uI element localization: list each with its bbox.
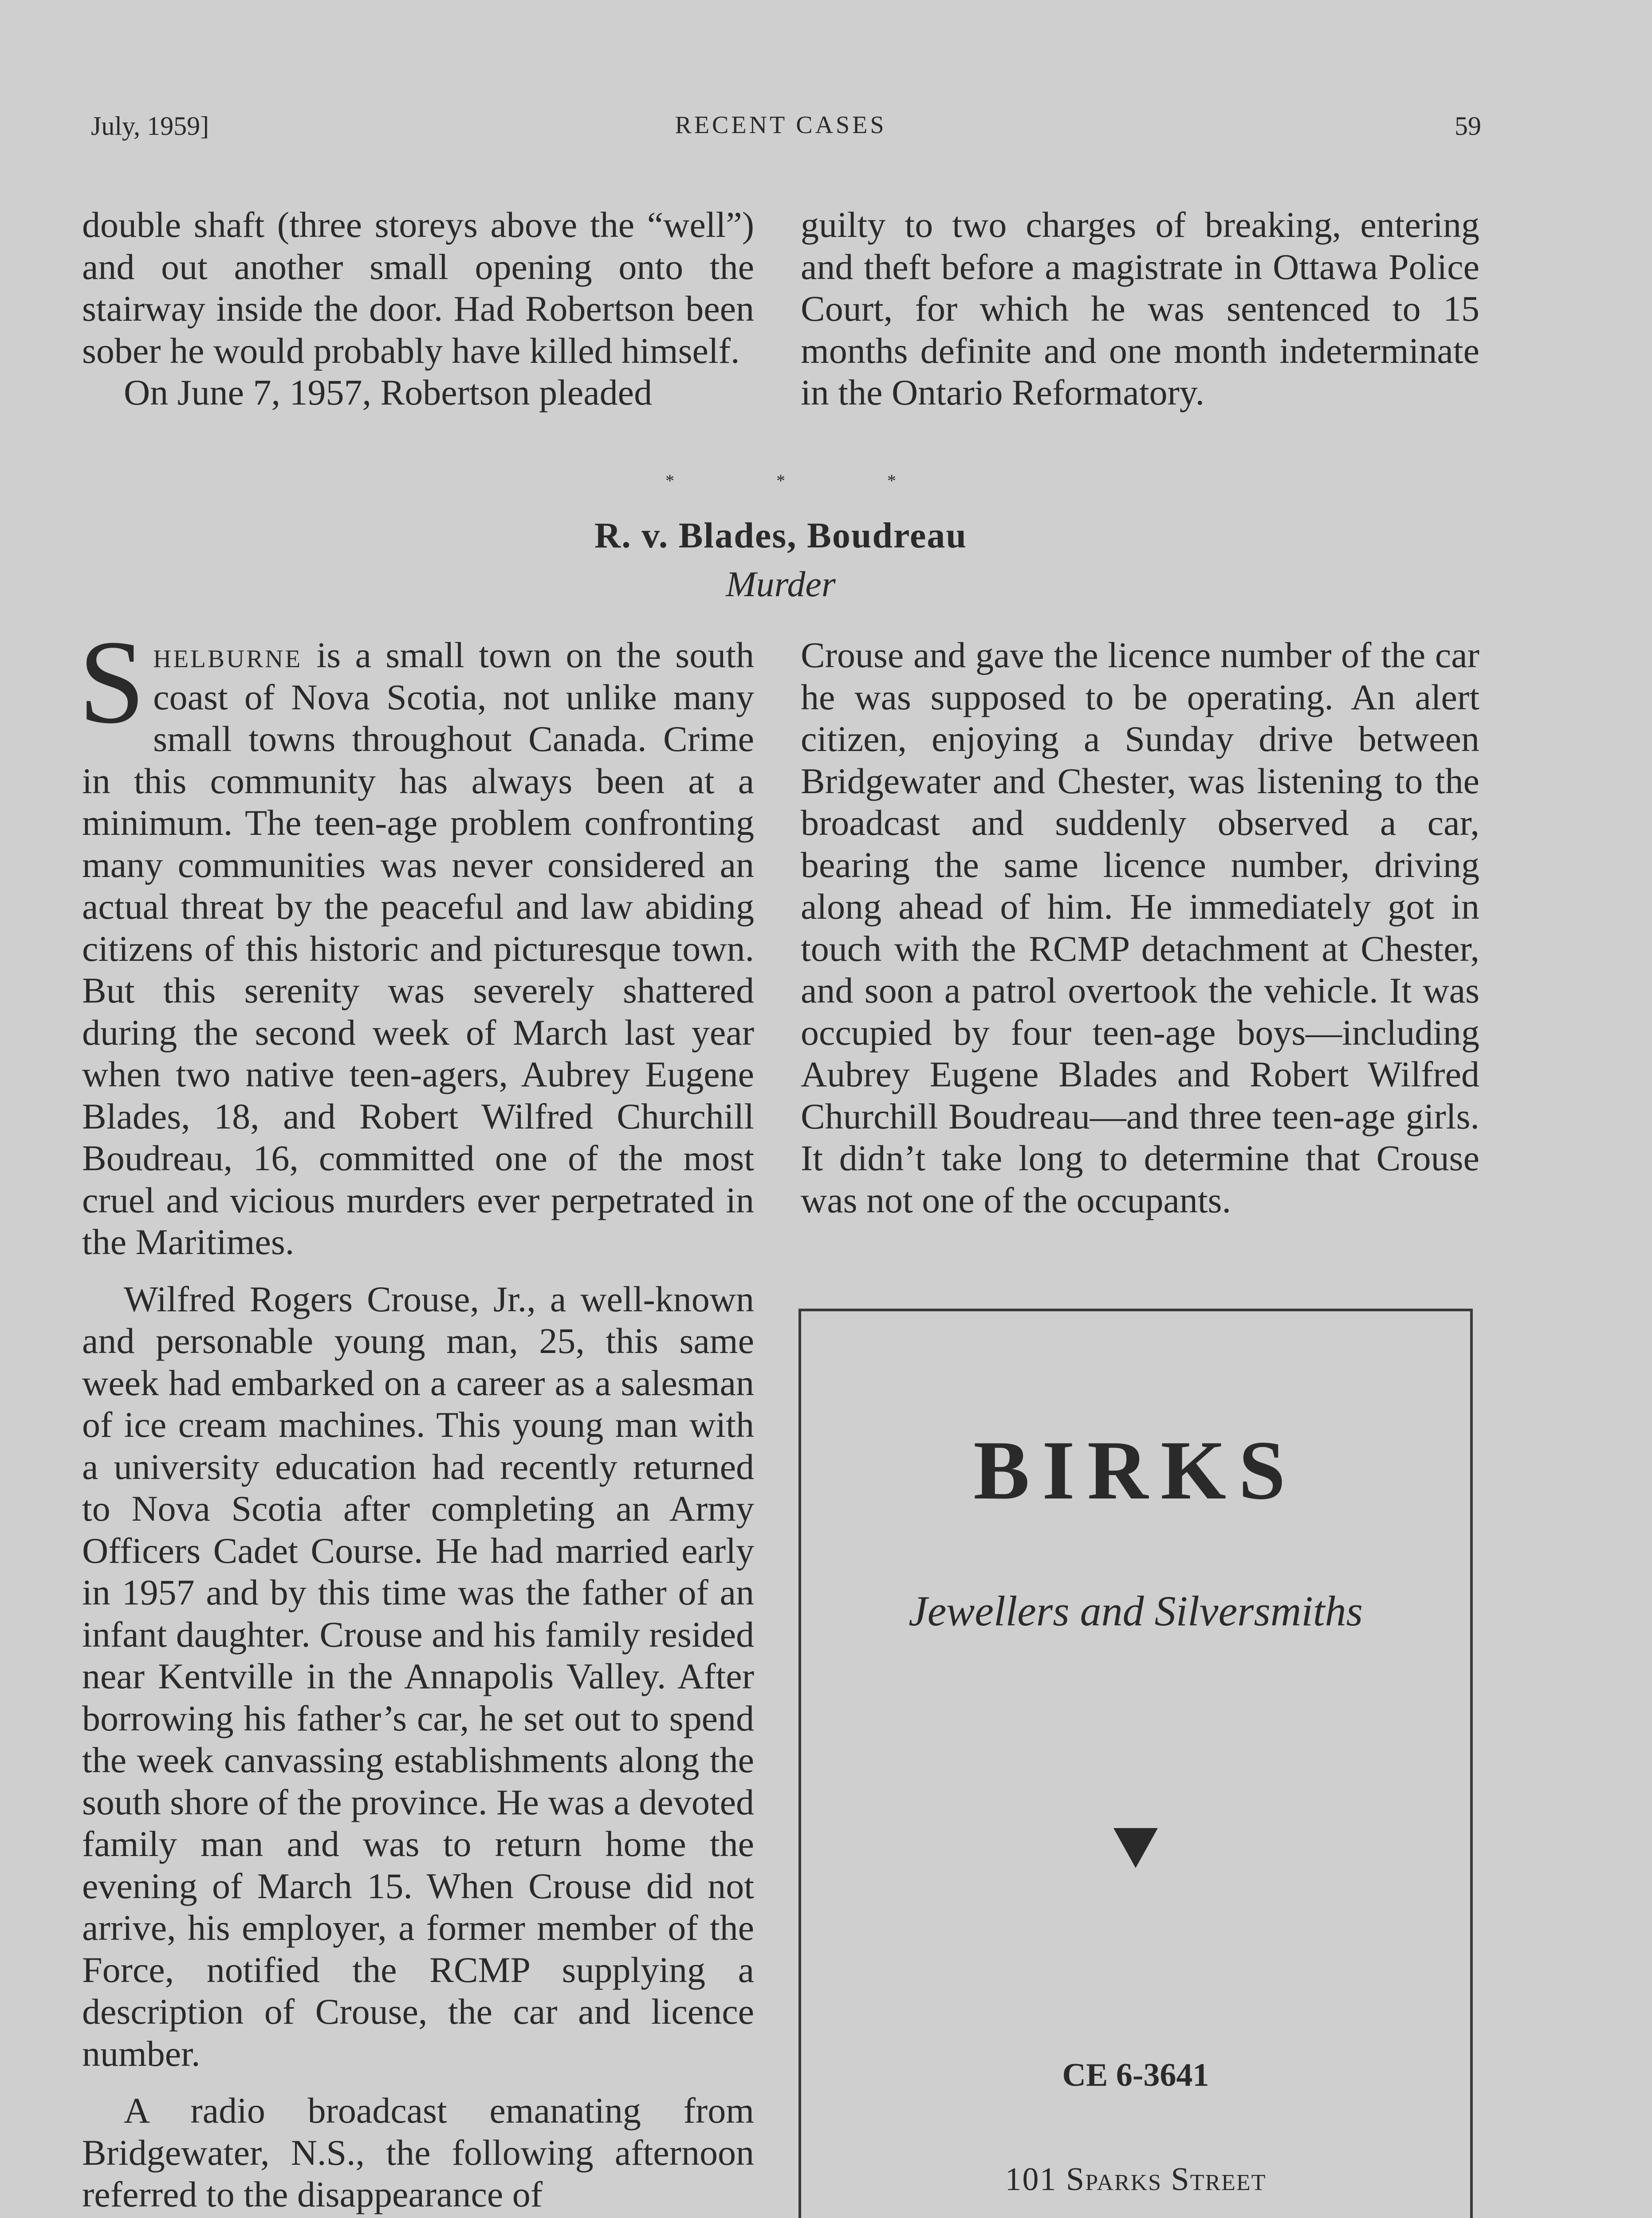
running-header-date: July, 1959]	[91, 111, 209, 141]
case-subtitle: Murder	[726, 564, 836, 604]
separator-star: *	[887, 471, 896, 491]
triangle-down-icon	[1113, 1828, 1158, 1868]
first-paragraph	[79, 616, 754, 1263]
separator-star: *	[776, 471, 785, 491]
paragraph: Wilfred Rogers Crouse, Jr., a well-known and personable young man, 25, this same week had embarked on a career as a salesman of ice cream machines. This young man with a university education had recently returned to Nova Scotia after completing an Army Officers Cadet Course. He had married early in 1957 and by this time was the father of an infant daughter. Crouse and his family resided near Kentville in the Annapolis Valley. After borrowing his father’s car, he set out to spend the week canvassing establishments along the south shore of the province. He was a devoted family man and was to return home the evening of March 15. When Crouse did not arrive, his employer, a former member of the Force, notified the RCMP supplying a description of Crouse, the car and licence number.	[82, 1278, 754, 2074]
article-right-column	[801, 634, 1479, 1221]
article-left-column	[79, 616, 754, 2216]
paragraph: On June 7, 1957, Robertson pleaded	[124, 372, 653, 413]
paragraph: Crouse and gave the licence number of the car he was supposed to be operating. An alert citizen, enjoying a Sunday drive between Bridgewater and Chester, was listening to the broadcast and suddenly observed a car, bearing the same licence number, driving along ahead of him. He immediately got in touch with the RCMP detachment at Chester, and soon a patrol overtook the vehicle. It was occupied by four teen-age boys—including Aubrey Eugene Blades and Robert Wilfred Churchill Boudreau—and three teen-age girls. It didn’t take long to determine that Crouse was not one of the occupants.	[801, 635, 1479, 1220]
ad-address-line: 101 Sparks Street	[1005, 2161, 1267, 2198]
ad-tagline: Jewellers and Silversmiths	[909, 1587, 1363, 1635]
case-title: R. v. Blades, Boudreau	[594, 515, 967, 555]
paragraph: double shaft (three storeys above the “well”) and out another small opening onto the stairway inside the door. Had Robertson been sober he would probably have killed himself.	[82, 204, 754, 371]
running-header-title: RECENT CASES	[675, 111, 887, 139]
birks-advertisement	[798, 1309, 1473, 2218]
drop-cap: S	[79, 616, 146, 748]
ad-brand-name: BIRKS	[973, 1424, 1298, 1517]
top-left-column	[82, 204, 754, 414]
page-number: 59	[1455, 111, 1481, 141]
separator-star: *	[665, 471, 674, 491]
paragraph: guilty to two charges of breaking, entering and theft before a magistrate in Ottawa Police Court, for which he was sentenced to 15 months definite and one month indeterminate in the Ontario Reformatory.	[801, 204, 1479, 413]
top-right-column	[801, 204, 1479, 414]
lead-word: helburne	[153, 635, 303, 675]
section-separator	[665, 470, 896, 491]
paragraph-text: is a small town on the south coast of Nova Scotia, not unlike many small towns throughout Canada. Crime in this community has always been at a minimum. The teen-age problem confronting many communities was never considered an actual threat by the peaceful and law abiding citizens of this historic and picturesque town. But this serenity was severely shattered during the second week of March last year when two native teen-agers, Aubrey Eugene Blades, 18, and Robert Wilfred Churchill Boudreau, 16, committed one of the most cruel and vicious murders ever perpetrated in the Maritimes.	[82, 635, 754, 1262]
ad-phone: CE 6-3641	[1062, 2057, 1209, 2093]
paragraph: A radio broadcast emanating from Bridgewater, N.S., the following afternoon referred to the disappearance of	[82, 2090, 754, 2214]
